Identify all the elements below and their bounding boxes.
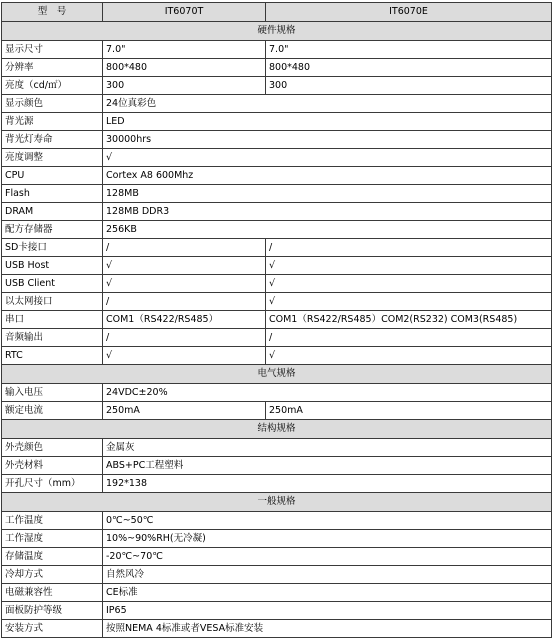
- spec-row: [2, 77, 552, 95]
- section-title: 一般规格: [2, 493, 552, 512]
- spec-row: [2, 530, 552, 548]
- spec-label: RTC: [2, 347, 103, 365]
- spec-row: [2, 167, 552, 185]
- spec-label: 亮度（cd/㎡）: [2, 77, 103, 95]
- spec-value-shared: 0℃~50℃: [103, 512, 552, 530]
- section-title: 结构规格: [2, 420, 552, 439]
- header-row: [2, 3, 552, 22]
- spec-row: [2, 41, 552, 59]
- spec-value-shared: √: [103, 149, 552, 167]
- model-it6070e: IT6070E: [266, 3, 552, 22]
- spec-row: [2, 548, 552, 566]
- spec-value-shared: 金属灰: [103, 439, 552, 457]
- spec-value-it6070e: 800*480: [266, 59, 552, 77]
- spec-label: USB Host: [2, 257, 103, 275]
- spec-label: 背光源: [2, 113, 103, 131]
- spec-row: [2, 203, 552, 221]
- model-label: 型 号: [2, 3, 103, 22]
- section-title: 硬件规格: [2, 22, 552, 41]
- spec-label: DRAM: [2, 203, 103, 221]
- spec-label: 电磁兼容性: [2, 584, 103, 602]
- spec-value-shared: CE标准: [103, 584, 552, 602]
- spec-row: [2, 584, 552, 602]
- spec-label: 安装方式: [2, 620, 103, 638]
- spec-value-it6070e: COM1（RS422/RS485）COM2(RS232) COM3(RS485): [266, 311, 552, 329]
- spec-value-shared: 24VDC±20%: [103, 384, 552, 402]
- spec-value-it6070e: √: [266, 293, 552, 311]
- spec-value-it6070e: √: [266, 347, 552, 365]
- spec-value-shared: Cortex A8 600Mhz: [103, 167, 552, 185]
- spec-label: 分辨率: [2, 59, 103, 77]
- spec-label: 冷却方式: [2, 566, 103, 584]
- spec-value-shared: 24位真彩色: [103, 95, 552, 113]
- spec-value-it6070t: /: [103, 239, 266, 257]
- spec-value-it6070e: /: [266, 239, 552, 257]
- spec-value-shared: -20℃~70℃: [103, 548, 552, 566]
- spec-label: 外壳材料: [2, 457, 103, 475]
- spec-value-it6070e: √: [266, 257, 552, 275]
- section-title: 电气规格: [2, 365, 552, 384]
- spec-row: [2, 566, 552, 584]
- spec-row: [2, 602, 552, 620]
- spec-value-it6070t: 7.0": [103, 41, 266, 59]
- spec-value-it6070t: √: [103, 275, 266, 293]
- spec-value-it6070t: COM1（RS422/RS485）: [103, 311, 266, 329]
- spec-value-it6070t: 300: [103, 77, 266, 95]
- section-header-row: [2, 420, 552, 439]
- section-header-row: [2, 22, 552, 41]
- spec-value-shared: 192*138: [103, 475, 552, 493]
- spec-label: 额定电流: [2, 402, 103, 420]
- spec-label: 音频输出: [2, 329, 103, 347]
- spec-value-it6070t: √: [103, 347, 266, 365]
- spec-row: [2, 149, 552, 167]
- spec-row: [2, 95, 552, 113]
- spec-row: [2, 384, 552, 402]
- spec-value-it6070e: 250mA: [266, 402, 552, 420]
- spec-value-it6070e: 7.0": [266, 41, 552, 59]
- spec-value-shared: IP65: [103, 602, 552, 620]
- spec-value-shared: 256KB: [103, 221, 552, 239]
- spec-value-it6070e: 300: [266, 77, 552, 95]
- spec-label: 显示颜色: [2, 95, 103, 113]
- spec-label: 串口: [2, 311, 103, 329]
- spec-row: [2, 475, 552, 493]
- spec-label: 工作湿度: [2, 530, 103, 548]
- spec-value-shared: 128MB DDR3: [103, 203, 552, 221]
- spec-label: SD卡接口: [2, 239, 103, 257]
- spec-value-shared: LED: [103, 113, 552, 131]
- spec-label: 配方存储器: [2, 221, 103, 239]
- spec-table-body: [2, 3, 552, 638]
- section-header-row: [2, 493, 552, 512]
- spec-value-shared: 30000hrs: [103, 131, 552, 149]
- spec-row: [2, 512, 552, 530]
- spec-label: 面板防护等级: [2, 602, 103, 620]
- spec-value-it6070e: √: [266, 275, 552, 293]
- spec-value-it6070t: /: [103, 329, 266, 347]
- spec-label: CPU: [2, 167, 103, 185]
- spec-value-it6070t: 800*480: [103, 59, 266, 77]
- spec-row: [2, 457, 552, 475]
- spec-row: [2, 185, 552, 203]
- spec-label: 工作温度: [2, 512, 103, 530]
- spec-row: [2, 329, 552, 347]
- spec-value-shared: 自然风冷: [103, 566, 552, 584]
- spec-value-shared: 按照NEMA 4标准或者VESA标准安装: [103, 620, 552, 638]
- spec-row: [2, 402, 552, 420]
- spec-table: [1, 2, 552, 638]
- spec-row: [2, 347, 552, 365]
- spec-value-shared: ABS+PC工程塑料: [103, 457, 552, 475]
- spec-label: 亮度调整: [2, 149, 103, 167]
- spec-value-it6070t: /: [103, 293, 266, 311]
- spec-label: 外壳颜色: [2, 439, 103, 457]
- spec-value-it6070t: √: [103, 257, 266, 275]
- spec-row: [2, 439, 552, 457]
- spec-row: [2, 113, 552, 131]
- model-it6070t: IT6070T: [103, 3, 266, 22]
- spec-label: USB Client: [2, 275, 103, 293]
- spec-row: [2, 59, 552, 77]
- spec-row: [2, 257, 552, 275]
- spec-row: [2, 239, 552, 257]
- spec-label: 开孔尺寸（mm）: [2, 475, 103, 493]
- spec-value-shared: 128MB: [103, 185, 552, 203]
- spec-row: [2, 293, 552, 311]
- spec-row: [2, 311, 552, 329]
- section-header-row: [2, 365, 552, 384]
- spec-label: 输入电压: [2, 384, 103, 402]
- spec-label: 显示尺寸: [2, 41, 103, 59]
- spec-row: [2, 221, 552, 239]
- spec-value-shared: 10%~90%RH(无冷凝): [103, 530, 552, 548]
- spec-label: Flash: [2, 185, 103, 203]
- spec-label: 以太网接口: [2, 293, 103, 311]
- spec-value-it6070t: 250mA: [103, 402, 266, 420]
- spec-label: 存储温度: [2, 548, 103, 566]
- spec-row: [2, 275, 552, 293]
- spec-row: [2, 620, 552, 638]
- spec-value-it6070e: /: [266, 329, 552, 347]
- spec-row: [2, 131, 552, 149]
- spec-label: 背光灯寿命: [2, 131, 103, 149]
